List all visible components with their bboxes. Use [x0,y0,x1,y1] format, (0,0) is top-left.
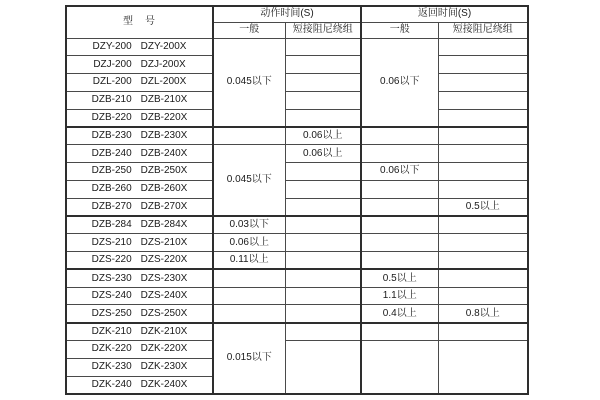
ret-gen-value: 0.5以上 [361,269,438,287]
act-damp-value: 0.06以上 [285,145,361,163]
empty-cell [285,91,361,109]
model-a: DZK-220 [91,343,132,355]
table-row [66,163,528,181]
table-row [66,91,528,109]
empty-cell [361,341,438,394]
act-gen-value: 0.11以上 [213,252,285,270]
empty-cell [438,323,528,341]
model-a: DZL-200 [92,76,132,88]
model-cell [66,287,213,305]
model-b: DZS-220X [140,254,188,266]
table-row [66,341,528,359]
model-a: DZS-240 [91,290,132,302]
empty-cell [285,269,361,287]
empty-cell [285,163,361,181]
model-a: DZS-230 [91,272,132,284]
model-cell [66,198,213,216]
model-cell [66,234,213,252]
empty-cell [285,109,361,127]
model-cell [66,109,213,127]
act-gen-value: 0.045以下 [213,145,285,216]
model-b: DZY-200X [140,40,187,52]
ret-gen-value: 0.06以下 [361,38,438,127]
model-b: DZB-210X [140,94,188,106]
model-b: DZJ-200X [140,58,186,70]
empty-cell [438,109,528,127]
empty-cell [285,252,361,270]
empty-cell [285,180,361,198]
model-cell [66,180,213,198]
model-cell [66,127,213,145]
model-b: DZL-200X [140,76,187,88]
empty-cell [361,198,438,216]
empty-cell [361,252,438,270]
header-action-time: 动作时间(S) [213,6,361,22]
empty-cell [361,145,438,163]
model-b: DZS-230X [140,272,188,284]
table-row [66,287,528,305]
empty-cell [438,252,528,270]
empty-cell [438,163,528,181]
model-b: DZB-250X [140,165,188,177]
model-cell [66,252,213,270]
empty-cell [285,198,361,216]
empty-cell [438,287,528,305]
model-a: DZB-284 [91,219,132,231]
model-b: DZB-284X [140,219,188,231]
table-row [66,234,528,252]
model-cell [66,358,213,376]
empty-cell [361,180,438,198]
model-b: DZK-240X [140,378,188,390]
empty-cell [361,216,438,234]
act-gen-value: 0.06以上 [213,234,285,252]
model-b: DZK-230X [140,361,188,373]
empty-cell [213,287,285,305]
model-cell [66,269,213,287]
header-action-damping: 短接阻尼绕组 [285,22,361,38]
table-row [66,323,528,341]
empty-cell [438,180,528,198]
model-cell [66,56,213,74]
act-damp-value: 0.06以上 [285,127,361,145]
model-a: DZK-240 [91,378,132,390]
model-a: DZB-210 [91,94,132,106]
act-gen-value: 0.015以下 [213,323,285,394]
model-b: DZK-220X [140,343,188,355]
header-return-general: 一般 [361,22,438,38]
header-return-time: 返回时间(S) [361,6,528,22]
empty-cell [285,74,361,92]
model-b: DZS-210X [140,236,188,248]
table-row [66,180,528,198]
table-row [66,74,528,92]
header-row-1 [66,6,528,22]
empty-cell [213,269,285,287]
model-cell [66,74,213,92]
empty-cell [361,127,438,145]
header-return-damping: 短接阻尼绕组 [438,22,528,38]
table-row [66,109,528,127]
model-cell [66,91,213,109]
model-b: DZB-240X [140,147,188,159]
header-action-general: 一般 [213,22,285,38]
model-cell [66,145,213,163]
empty-cell [438,74,528,92]
model-cell [66,376,213,394]
model-b: DZS-250X [140,307,188,319]
ret-damp-value: 0.8以上 [438,305,528,323]
ret-gen-value: 1.1以上 [361,287,438,305]
empty-cell [438,234,528,252]
model-a: DZK-210 [91,325,132,337]
empty-cell [438,341,528,394]
model-a: DZS-220 [91,254,132,266]
empty-cell [438,145,528,163]
table-row [66,56,528,74]
empty-cell [213,127,285,145]
empty-cell [213,305,285,323]
empty-cell [438,38,528,56]
empty-cell [438,56,528,74]
model-b: DZS-240X [140,290,188,302]
model-cell [66,305,213,323]
empty-cell [361,234,438,252]
model-a: DZS-210 [91,236,132,248]
model-b: DZB-270X [140,200,188,212]
model-b: DZB-220X [140,111,188,123]
empty-cell [285,341,361,394]
table-row [66,269,528,287]
act-gen-value: 0.03以下 [213,216,285,234]
table-row [66,145,528,163]
model-b: DZK-210X [140,325,188,337]
model-a: DZS-250 [91,307,132,319]
empty-cell [285,323,361,341]
header-model: 型 号 [66,6,213,38]
empty-cell [285,216,361,234]
model-a: DZB-260 [91,183,132,195]
ret-damp-value: 0.5以上 [438,198,528,216]
table-row [66,127,528,145]
empty-cell [438,91,528,109]
model-cell [66,341,213,359]
empty-cell [361,323,438,341]
model-b: DZB-230X [140,130,188,142]
model-a: DZY-200 [92,40,132,52]
model-b: DZB-260X [140,183,188,195]
empty-cell [285,287,361,305]
table-row [66,38,528,56]
model-cell [66,163,213,181]
table-row [66,216,528,234]
model-cell [66,38,213,56]
model-a: DZB-230 [91,130,132,142]
model-a: DZJ-200 [93,58,132,70]
table-row [66,252,528,270]
empty-cell [285,305,361,323]
empty-cell [438,269,528,287]
empty-cell [438,216,528,234]
model-a: DZB-250 [91,165,132,177]
table-row [66,305,528,323]
empty-cell [438,127,528,145]
empty-cell [285,56,361,74]
model-cell [66,323,213,341]
model-a: DZB-270 [91,200,132,212]
table-row [66,198,528,216]
empty-cell [285,38,361,56]
model-a: DZB-240 [91,147,132,159]
model-a: DZB-220 [91,111,132,123]
empty-cell [285,234,361,252]
ret-gen-value: 0.06以下 [361,163,438,181]
model-a: DZK-230 [91,361,132,373]
model-cell [66,216,213,234]
ret-gen-value: 0.4以上 [361,305,438,323]
act-gen-value: 0.045以下 [213,38,285,127]
relay-time-spec-table [65,5,529,395]
